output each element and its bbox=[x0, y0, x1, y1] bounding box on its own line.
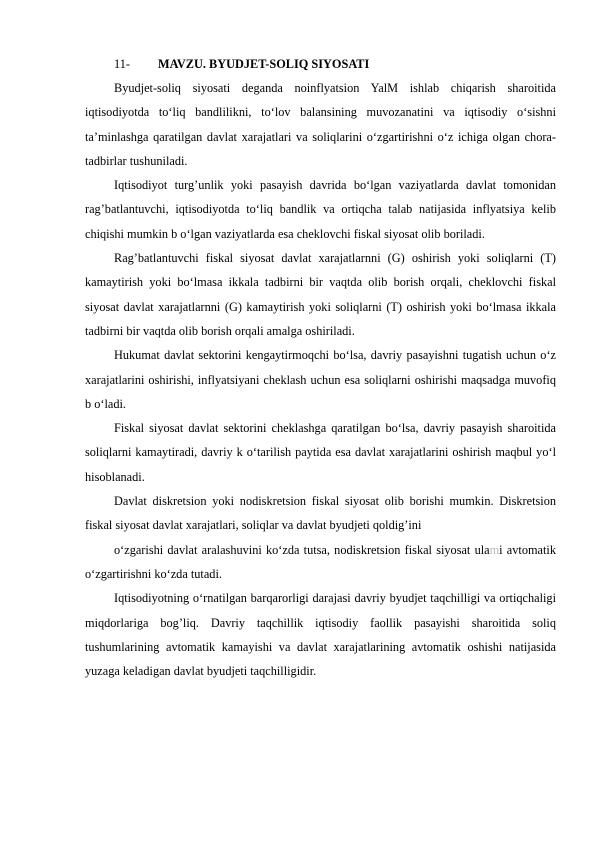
faint-letter: m bbox=[489, 542, 500, 557]
section-number: 11- bbox=[114, 57, 130, 71]
section-heading bbox=[85, 52, 556, 76]
paragraph-government-restriction: Fiskal siyosat davlat sektorini cheklashga qaratilgan bo‘lsa, davriy pasayish sharoitida soliqlarni kamaytiradi, davriy k o‘tarilish paytida esa davlat xarajatlarini oshirish maqbul yo‘l hisoblanadi. bbox=[85, 421, 556, 484]
paragraph-expansionary-restrictive: Rag’batlantuvchi fiskal siyosat davlat xarajatlarnni (G) oshirish yoki soliqlarni (T) kamaytirish yoki bo‘lmasa ikkala tadbirni bir vaqtda olib borish orqali, cheklovchi fiskal siyosat davlat xarajatlarnni (G) kamaytirish yoki soliqlarni (T) oshirish yoki bo‘lmasa ikkala tadbirni bir vaqtda olib borish orqali amalga oshiriladi. bbox=[85, 251, 556, 338]
text-before: o‘zgarishi davlat aralashuvini ko‘zda tutsa, nodiskretsion fiskal siyosat ula bbox=[114, 542, 490, 557]
paragraph-government-expansion: Hukumat davlat sektorini kengaytirmoqchi bo‘lsa, davriy pasayishni tugatish uchun o‘z xarajatlarini oshirishi, inflyatsiyani cheklash uchun esa soliqlarni oshirishi maqsadga muvofiq b o‘ladi. bbox=[85, 348, 556, 411]
paragraph-discretionary: Davlat diskretsion yoki nodiskretsion fiskal siyosat olib borishi mumkin. Diskretsion fiskal siyosat davlat xarajatlari, soliqlar va davlat byudjeti qoldig’ini bbox=[85, 494, 556, 533]
document-page bbox=[85, 52, 556, 683]
paragraph-policy-types: Iqtisodiyot turg’unlik yoki pasayish davrida bo‘lgan vaziyatlarda davlat tomonidan rag’batlantuvchi, iqtisodiyotda to‘liq bandlik va ortiqcha talab natijasida inflyatsiya kelib chiqishi mumkin b o‘lgan vaziyatlarda esa cheklovchi fiskal siyosat olib boriladi. bbox=[85, 178, 556, 241]
paragraph-nondiscretionary bbox=[85, 538, 556, 587]
paragraph-definition: Byudjet-soliq siyosati deganda noinflyatsion YalM ishlab chiqarish sharoitida iqtisodiyotda to‘liq bandlilikni, to‘lov balansining muvozanatini va iqtisodiy o‘sishni ta’minlashga qaratilgan davlat xarajatlari va soliqlarini o‘zgartirishni o‘z ichiga olgan chora-tadbirlar tushuniladi. bbox=[85, 81, 556, 168]
section-title: MAVZU. BYUDJET-SOLIQ SIYOSATI bbox=[158, 57, 370, 71]
paragraph-built-in-stability: Iqtisodiyotning o‘rnatilgan barqarorligi darajasi davriy byudjet taqchilligi va ortiqchaligi miqdorlariga bog’liq. Davriy taqchillik iqtisodiy faollik pasayishi sharoitida soliq tushumlarining avtomatik kamayishi va davlat xarajatlarining avtomatik oshishi natijasida yuzaga keladigan davlat byudjeti taqchilligidir. bbox=[85, 591, 556, 679]
text-after: i avtomatik o‘zgartirishni ko‘zda tutadi. bbox=[85, 542, 556, 581]
